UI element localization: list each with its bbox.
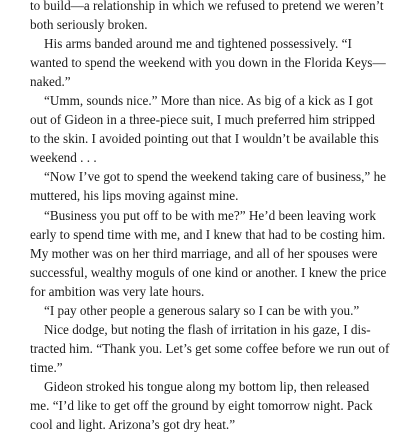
text-line: early to spend time with me, and I knew that had to be costing him. (30, 226, 386, 242)
text-line: wanted to spend the weekend with you down in the Florida Keys— (30, 55, 386, 71)
text-line: out of Gideon in a three-piece suit, I much preferred him stripped (30, 112, 375, 128)
text-line: successful, wealthy moguls of one kind or another. I knew the price (30, 264, 387, 280)
text-line: both seriously broken. (30, 17, 148, 33)
paragraph (30, 206, 402, 301)
paragraph (30, 377, 402, 434)
text-line: for ambition was very late hours. (30, 283, 205, 299)
text-line: “Business you put off to be with me?” He’d been leaving work (44, 207, 376, 223)
paragraph (30, 34, 402, 91)
paragraph (30, 91, 402, 167)
paragraph (30, 0, 402, 34)
text-line: cool and light. Arizona’s got dry heat.” (30, 417, 236, 433)
text-line: muttered, his lips moving against mine. (30, 188, 239, 204)
text-line: tracted him. “Thank you. Let’s get some coffee before we run out of (30, 340, 390, 356)
text-line: Gideon stroked his tongue along my bottom lip, then released (44, 378, 370, 394)
text-line: Nice dodge, but noting the flash of irritation in his gaze, I dis- (44, 321, 371, 337)
text-line: “Umm, sounds nice.” More than nice. As big of a kick as I got (44, 93, 373, 109)
text-line: weekend . . . (30, 150, 97, 166)
text-line: me. “I’d like to get off the ground by eight tomorrow night. Pack (30, 397, 373, 413)
text-line: “Now I’ve got to spend the weekend taking care of business,” he (44, 169, 387, 185)
text-line: to the skin. I avoided pointing out that I wouldn’t be available this (30, 131, 379, 147)
text-line: “I pay other people a generous salary so I can be with you.” (44, 302, 360, 318)
text-line: naked.” (30, 74, 71, 90)
paragraph (30, 167, 402, 205)
text-line: His arms banded around me and tightened possessively. “I (44, 36, 352, 52)
text-line: to build—a relationship in which we refused to pretend we weren’t (30, 0, 384, 13)
paragraph (30, 301, 402, 320)
text-line: My mother was on her third marriage, and all of her spouses were (30, 245, 378, 261)
paragraph (30, 320, 402, 377)
text-line: time.” (30, 359, 63, 375)
page-text (30, 0, 402, 434)
